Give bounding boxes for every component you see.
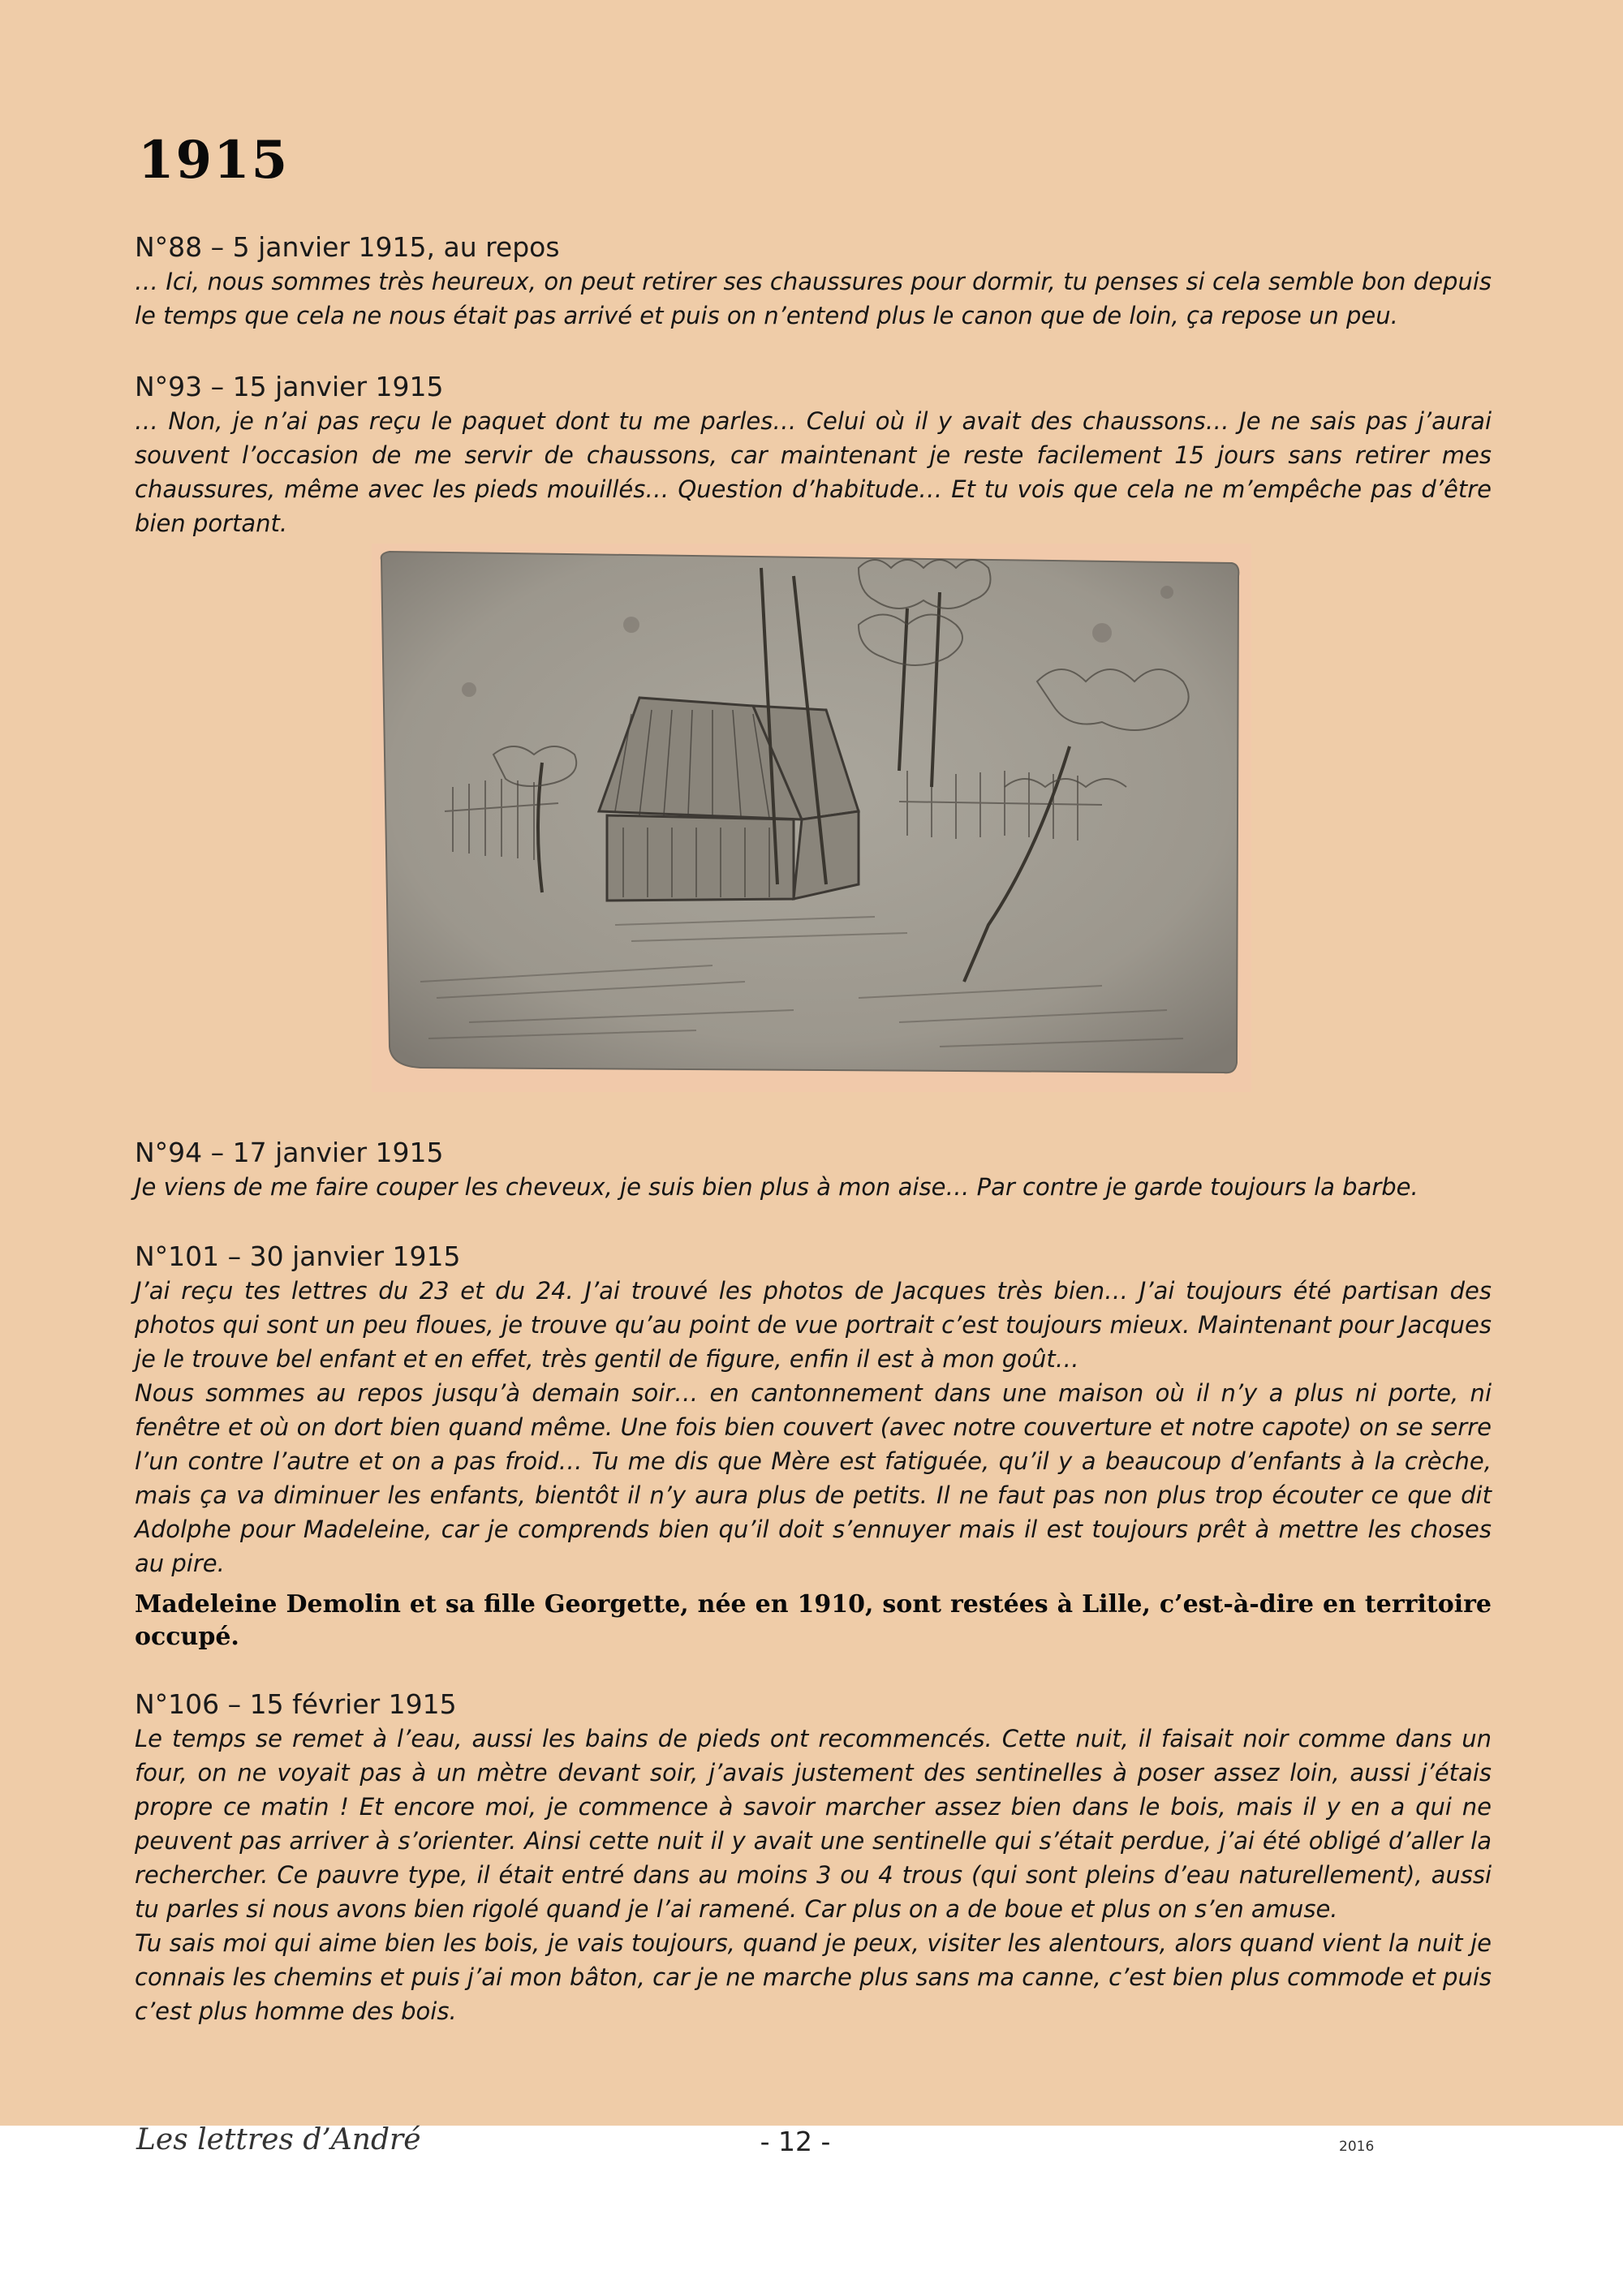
- letter-paragraph: J’ai reçu tes lettres du 23 et du 24. J’ai trouvé les photos de Jacques très bien… J’ai toujours été partisan des photos qui sont un peu floues, je trouve qu’au point de vue portrait c’est toujours mieux. Maintenant pour Jacques je le trouve bel enfant et en effet, très gentil de figure, enfin il est à mon goût…: [135, 1277, 1492, 1373]
- letter-header: N°101 – 30 janvier 1915: [135, 1240, 461, 1272]
- letter-body: [135, 264, 1492, 333]
- letter-paragraph: Je viens de me faire couper les cheveux, je suis bien plus à mon aise… Par contre je garde toujours la barbe.: [135, 1173, 1419, 1201]
- letter-header: N°94 – 17 janvier 1915: [135, 1137, 444, 1168]
- letter-paragraph: Nous sommes au repos jusqu’à demain soir… en cantonnement dans une maison où il n’y a plus ni porte, ni fenêtre et où on dort bien quand même. Une fois bien couvert (avec notre couverture et notre capote) on se serre l’un contre l’autre et on a pas froid… Tu me dis que Mère est fatiguée, qu’il y a beaucoup d’enfants à la crèche, mais ça va diminuer les enfants, bientôt il n’y aura plus de petits. Il ne faut pas non plus trop écouter ce que dit Adolphe pour Madeleine, car je comprends bien qu’il doit s’ennuyer mais il est toujours prêt à mettre les choses au pire.: [135, 1379, 1492, 1577]
- pencil-sketch-image: [372, 544, 1251, 1092]
- letter-header: N°88 – 5 janvier 1915, au repos: [135, 231, 560, 263]
- editorial-note: Madeleine Demolin et sa fille Georgette, née en 1910, sont restées à Lille, c’est-à-dire en territoire occupé.: [135, 1590, 1492, 1651]
- letter-88: [135, 230, 1492, 333]
- letter-body: [135, 1170, 1492, 1204]
- letter-body: [135, 404, 1492, 540]
- letter-header: N°106 – 15 février 1915: [135, 1688, 457, 1720]
- letter-106: [135, 1688, 1492, 2028]
- letter-paragraph: Le temps se remet à l’eau, aussi les bains de pieds ont recommencés. Cette nuit, il faisait noir comme dans un four, on ne voyait pas à un mètre devant soir, j’avais justement des sentinelles à poser assez loin, aussi j’étais propre ce matin ! Et encore moi, je commence à savoir marcher assez bien dans le bois, mais il y en a qui ne peuvent pas arriver à s’orienter. Ainsi cette nuit il y avait une sentinelle qui s’était perdue, j’ai été obligé d’aller la rechercher. Ce pauvre type, il était entré dans au moins 3 ou 4 trous (qui sont pleins d’eau naturellement), aussi tu parles si nous avons bien rigolé quand je l’ai ramené. Car plus on a de boue et plus on s’en amuse.: [135, 1725, 1492, 1923]
- letter-body: [135, 1274, 1492, 1580]
- footer-title: Les lettres d’André: [136, 2123, 421, 2156]
- letter-94: [135, 1136, 1492, 1204]
- letter-header: N°93 – 15 janvier 1915: [135, 371, 444, 402]
- letter-101: [135, 1240, 1492, 1580]
- letter-body: [135, 1722, 1492, 2028]
- letter-93: [135, 370, 1492, 540]
- letter-paragraph: Tu sais moi qui aime bien les bois, je vais toujours, quand je peux, visiter les alentours, alors quand vient la nuit je connais les chemins et puis j’ai mon bâton, car je ne marche plus sans ma canne, c’est bien plus commode et puis c’est plus homme des bois.: [135, 1929, 1492, 2025]
- sketch-illustration: [372, 544, 1251, 1092]
- page-title: 1915: [138, 130, 290, 191]
- letter-paragraph: … Ici, nous sommes très heureux, on peut retirer ses chaussures pour dormir, tu penses si cela semble bon depuis le temps que cela ne nous était pas arrivé et puis on n’entend plus le canon que de loin, ça repose un peu.: [135, 268, 1492, 329]
- page-number: - 12 -: [760, 2126, 831, 2157]
- letter-paragraph: … Non, je n’ai pas reçu le paquet dont tu me parles… Celui où il y avait des chaussons… Je ne sais pas j’aurai souvent l’occasion de me servir de chaussons, car maintenant je reste facilement 15 jours sans retirer mes chaussures, même avec les pieds mouillés… Question d’habitude… Et tu vois que cela ne m’empêche pas d’être bien portant.: [135, 407, 1492, 537]
- footer-year: 2016: [1339, 2139, 1375, 2155]
